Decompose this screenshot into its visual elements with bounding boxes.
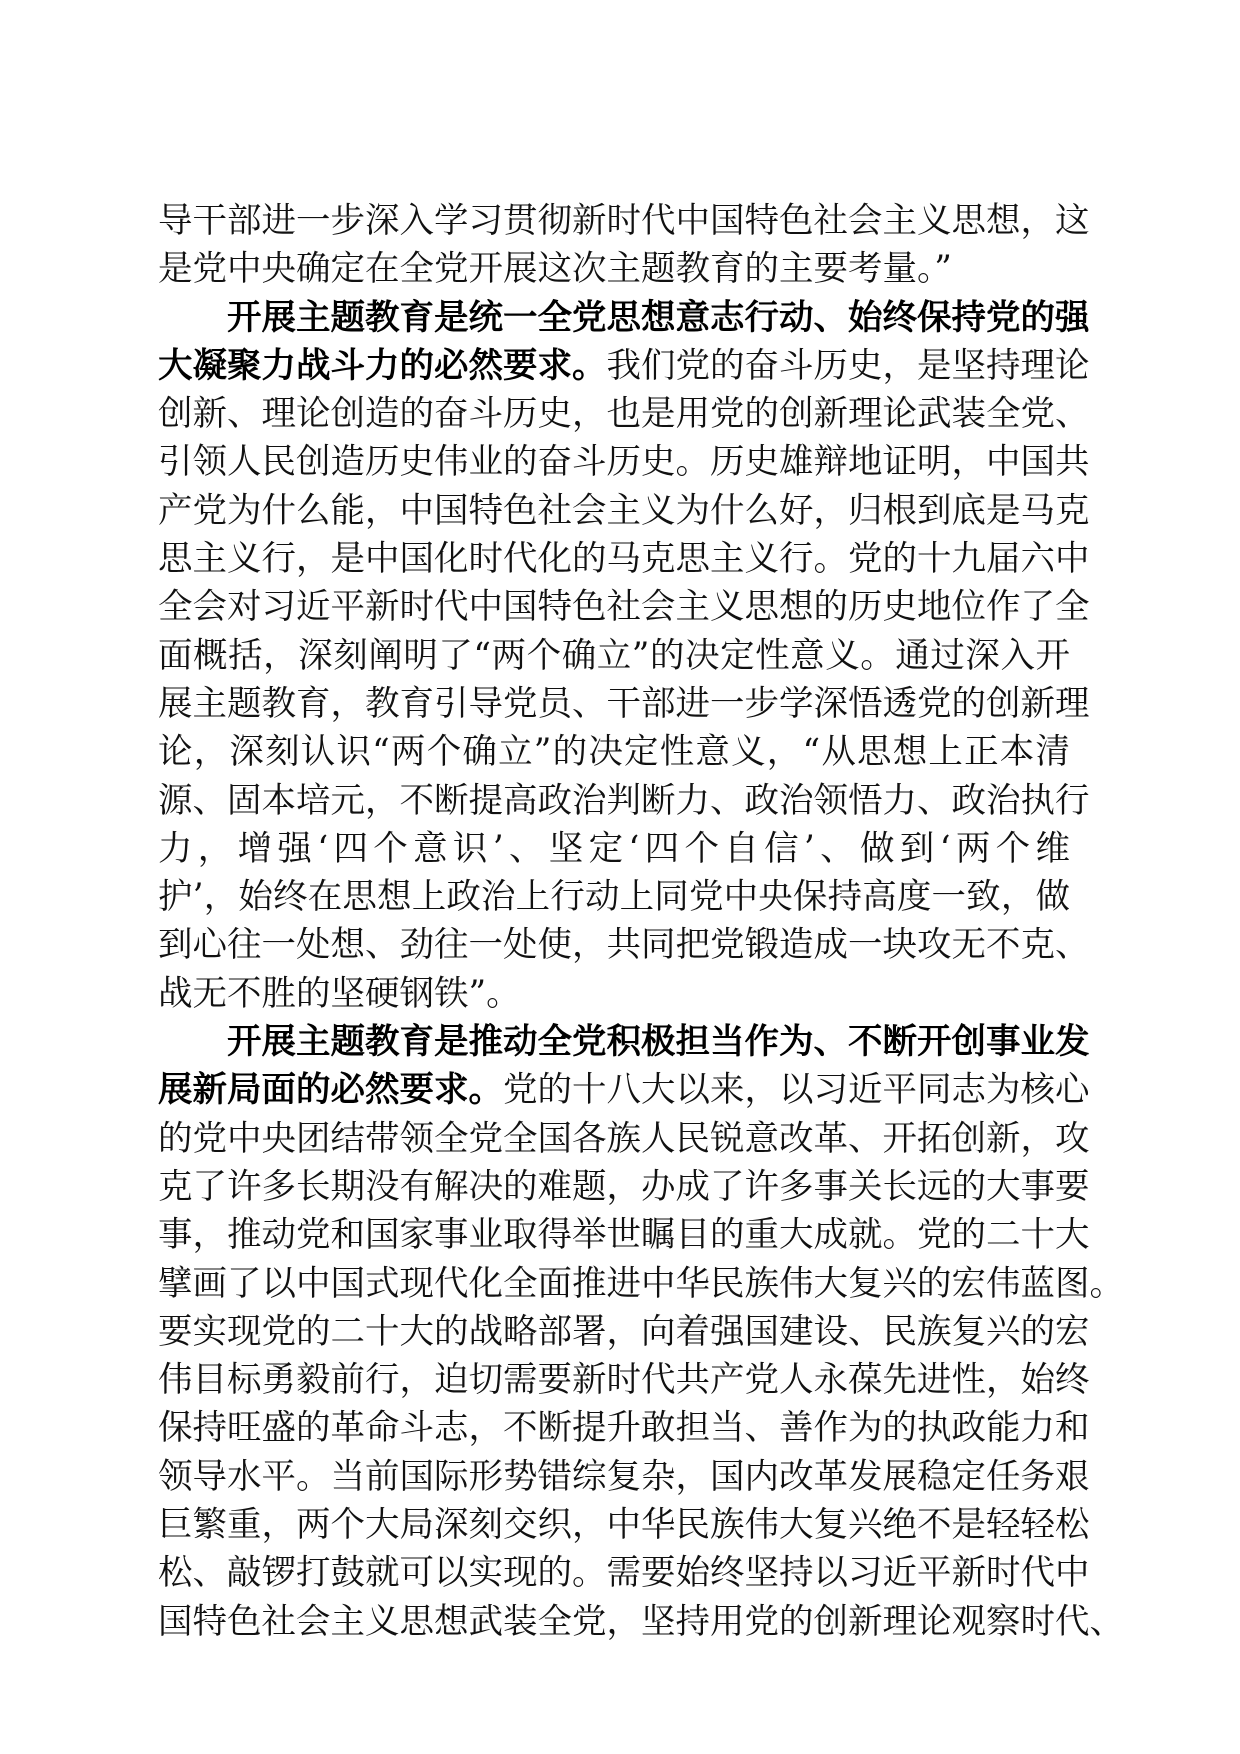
text-line xyxy=(158,197,1090,245)
paragraph-text: 创新、理论创造的奋斗历史，也是用党的创新理论武装全党、 xyxy=(158,394,1090,435)
paragraph-text: 巨繁重，两个大局深刻交织，中华民族伟大复兴绝不是轻轻松 xyxy=(158,1505,1090,1546)
text-line xyxy=(158,1501,1090,1549)
text-line xyxy=(158,583,1090,631)
paragraph-text: 展主题教育，教育引导党员、干部进一步学深悟透党的创新理 xyxy=(158,683,1090,724)
paragraph-text: 产党为什么能，中国特色社会主义为什么好，归根到底是马克 xyxy=(158,490,1090,531)
bold-heading-text: 开展主题教育是推动全党积极担当作为、不断开创事业发 xyxy=(227,1022,1090,1063)
text-line xyxy=(158,921,1090,969)
text-line xyxy=(158,1598,1124,1646)
paragraph-text: 擘画了以中国式现代化全面推进中华民族伟大复兴的宏伟蓝图。 xyxy=(158,1263,1124,1304)
text-line xyxy=(158,1549,1090,1597)
text-line xyxy=(158,825,1070,873)
paragraph-text: 党的十八大以来，以习近平同志为核心 xyxy=(503,1070,1090,1111)
paragraph-text: 思主义行，是中国化时代化的马克思主义行。党的十九届六中 xyxy=(158,539,1090,580)
paragraph-text: 全会对习近平新时代中国特色社会主义思想的历史地位作了全 xyxy=(158,587,1090,628)
paragraph-text: 领导水平。当前国际形势错综复杂，国内改革发展稳定任务艰 xyxy=(158,1456,1090,1497)
paragraph-text: 事，推动党和国家事业取得举世瞩目的重大成就。党的二十大 xyxy=(158,1215,1090,1256)
text-line xyxy=(158,1308,1090,1356)
paragraph-text: 到心往一处想、劲往一处使，共同把党锻造成一块攻无不克、 xyxy=(158,925,1090,966)
paragraph-text: 的党中央团结带领全党全国各族人民锐意改革、开拓创新，攻 xyxy=(158,1118,1090,1159)
paragraph-text: 论，深刻认识“两个确立”的决定性意义，“从思想上正本清 xyxy=(158,732,1070,773)
text-line xyxy=(158,1356,1090,1404)
text-line xyxy=(158,1211,1090,1259)
paragraph-text: 是党中央确定在全党开展这次主题教育的主要考量。” xyxy=(158,249,952,290)
text-line xyxy=(158,1115,1090,1163)
text-line xyxy=(158,487,1090,535)
body-text xyxy=(158,197,1124,1646)
bold-heading-text: 开展主题教育是统一全党思想意志行动、始终保持党的强 xyxy=(227,297,1090,338)
paragraph-text: 源、固本培元，不断提高政治判断力、政治领悟力、政治执行 xyxy=(158,780,1090,821)
text-line xyxy=(158,1163,1090,1211)
paragraph-text: 伟目标勇毅前行，迫切需要新时代共产党人永葆先进性，始终 xyxy=(158,1360,1090,1401)
text-line xyxy=(158,777,1090,825)
text-line xyxy=(158,535,1090,583)
text-line xyxy=(158,438,1090,486)
text-line xyxy=(158,1066,1090,1114)
paragraph-text: 克了许多长期没有解决的难题，办成了许多事关长远的大事要 xyxy=(158,1166,1090,1207)
text-line xyxy=(158,632,1070,680)
text-line xyxy=(158,873,1070,921)
paragraph-text: 导干部进一步深入学习贯彻新时代中国特色社会主义思想，这 xyxy=(158,201,1090,241)
paragraph-text: 国特色社会主义思想武装全党，坚持用党的创新理论观察时代、 xyxy=(158,1601,1124,1642)
text-line xyxy=(158,1260,1124,1308)
text-line xyxy=(158,294,1090,342)
text-line xyxy=(158,342,1090,390)
paragraph-text: 我们党的奋斗历史，是坚持理论 xyxy=(606,345,1090,386)
text-line xyxy=(158,680,1090,728)
text-line xyxy=(158,245,1070,293)
text-line xyxy=(158,970,1070,1018)
paragraph-text: 保持旺盛的革命斗志，不断提升敢担当、善作为的执政能力和 xyxy=(158,1408,1090,1449)
paragraph-text: 引领人民创造历史伟业的奋斗历史。历史雄辩地证明，中国共 xyxy=(158,442,1090,483)
bold-heading-text: 大凝聚力战斗力的必然要求。 xyxy=(158,345,607,386)
paragraph-text: 要实现党的二十大的战略部署，向着强国建设、民族复兴的宏 xyxy=(158,1311,1090,1352)
text-line xyxy=(158,1453,1090,1501)
paragraph-text: 战无不胜的坚硬钢铁”。 xyxy=(158,973,521,1014)
paragraph-text: 力，增强‘四个意识’、坚定‘四个自信’、做到‘两个维 xyxy=(158,828,1070,869)
text-line xyxy=(158,728,1070,776)
paragraph-text: 面概括，深刻阐明了“两个确立”的决定性意义。通过深入开 xyxy=(158,635,1070,676)
text-line xyxy=(158,390,1090,438)
paragraph-text: 松、敲锣打鼓就可以实现的。需要始终坚持以习近平新时代中 xyxy=(158,1553,1090,1594)
paragraph-text: 护’，始终在思想上政治上行动上同党中央保持高度一致，做 xyxy=(158,877,1070,918)
bold-heading-text: 展新局面的必然要求。 xyxy=(158,1070,503,1111)
text-line xyxy=(158,1018,1090,1066)
text-line xyxy=(158,1404,1090,1452)
